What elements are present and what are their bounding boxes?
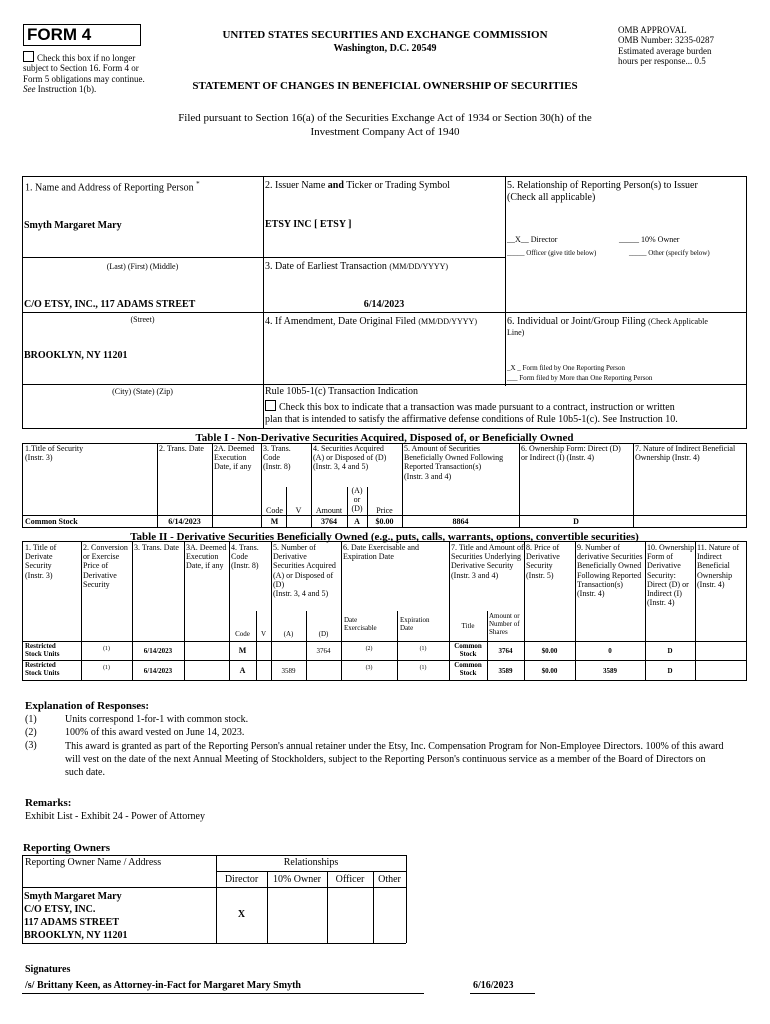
t2-row1-d: 3764 (316, 647, 331, 655)
box1-label-mark: * (196, 180, 200, 188)
box3-label-small: (MM/DD/YYYY) (389, 262, 449, 271)
omb-line: hours per response... 0.5 (618, 56, 706, 67)
owners-col-name: Reporting Owner Name / Address (25, 857, 162, 868)
t2-row2-owned: 3589 (603, 667, 617, 675)
t2-row2-a: 3589 (281, 667, 296, 675)
owners-col-relationships: Relationships (283, 857, 339, 868)
t1-header-acquired: 4. Securities Acquired (A) or Disposed of (D) (Instr. 3, 4 and 5) (313, 444, 387, 472)
t2-row2-code: A (239, 666, 246, 675)
section16-checkbox[interactable] (23, 51, 34, 62)
other-option[interactable]: _____ Other (specify below) (629, 249, 710, 257)
t2-sub-exercisable: Date Exercisable (344, 616, 377, 633)
t2-header-number: 5. Number of Derivative Securities Acquired (A) or Disposed of (D) (Instr. 3, 4 and 5) (273, 543, 336, 598)
name-caption: (Last) (First) (Middle) (106, 262, 179, 271)
t1-header-owned: 5. Amount of Securities Beneficially Owned Following Reported Transaction(s) (Instr. 3 and 4) (404, 444, 504, 481)
filing-option-one[interactable]: _X _ Form filed by One Reporting Person (507, 364, 626, 372)
t1-row-amount: 3764 (321, 517, 337, 526)
remarks-text: Exhibit List - Exhibit 24 - Power of Attorney (25, 811, 205, 822)
rule10b5-text (265, 400, 745, 425)
officer-option[interactable]: _____ Officer (give title below) (507, 249, 597, 257)
filed-line-2: Investment Company Act of 1940 (310, 126, 460, 138)
section16-see: See (23, 84, 36, 95)
t2-row1-title: Restricted Stock Units (25, 642, 60, 659)
t2-row1-date: 6/14/2023 (143, 647, 173, 655)
box5-sub: (Check all applicable) (507, 191, 596, 203)
rule10b5-title: Rule 10b5-1(c) Transaction Indication (265, 386, 419, 397)
filing-option-group[interactable]: ___ Form filed by More than One Reporting Person (507, 374, 653, 382)
t2-row1-exp-note: (1) (419, 646, 427, 652)
explanation-num-3: (3) (25, 740, 37, 751)
box2-label (265, 180, 450, 191)
t2-header-owned: 9. Number of derivative Securities Beneficially Owned Following Reported Transaction(s) (Instr. 4) (577, 543, 643, 598)
owners-col-ten: 10% Owner (272, 874, 322, 885)
city-caption: (City) (State) (Zip) (112, 387, 173, 396)
section16-instruction: Instruction 1(b). (35, 84, 97, 95)
t2-sub-amount: Amount or Number of Shares (489, 612, 520, 637)
director-option[interactable]: __X__ Director (507, 235, 558, 244)
t2-header-price: 8. Price of Derivative Security (Instr. 5) (526, 543, 560, 580)
t1-row-code: M (270, 517, 279, 526)
box5-label (507, 180, 743, 203)
box4-label (265, 316, 477, 327)
t1-row-form: D (573, 517, 579, 526)
t1-header-date: 2. Trans. Date (159, 444, 204, 453)
t2-header-deemed: 3A. Deemed Execution Date, if any (186, 543, 227, 571)
t2-header-code: 4. Trans. Code (Instr. 8) (231, 543, 259, 571)
box1-label-text: 1. Name and Address of Reporting Person (25, 182, 194, 194)
t2-row1-uamount: 3764 (498, 647, 513, 655)
reporting-person-name: Smyth Margaret Mary (24, 220, 122, 231)
t2-row1-exer (341, 646, 397, 655)
t2-header-title: 1. Title of Derivate Security (Instr. 3) (25, 543, 57, 580)
explanation-text-1: Units correspond 1-for-1 with common stock. (65, 714, 249, 725)
signature-text: /s/ Brittany Keen, as Attorney-in-Fact for Margaret Mary Smyth (25, 980, 301, 991)
t1-sub-price: Price (376, 506, 393, 515)
box2-label-pre: 2. Issuer Name (265, 180, 328, 191)
t1-header-title: 1.Title of Security (Instr. 3) (25, 444, 84, 463)
t2-sub-a: (A) (283, 630, 294, 638)
t2-row2-exer (341, 665, 397, 674)
explanation-text-2: 100% of this award vested on June 14, 2023. (65, 727, 245, 738)
t2-header-date: 3. Trans. Date (134, 543, 179, 552)
t2-row1-exer-note: (2) (365, 646, 373, 652)
t1-sub-v: V (295, 506, 302, 515)
t2-row2-exp (397, 665, 449, 674)
ten-percent-option[interactable]: _____ 10% Owner (619, 235, 680, 244)
box6-label-text: 6. Individual or Joint/Group Filing (507, 316, 646, 327)
t1-sub-code: Code (266, 506, 283, 515)
statement-title: STATEMENT OF CHANGES IN BENEFICIAL OWNERSHIP OF SECURITIES (192, 80, 578, 92)
owner-line: 117 ADAMS STREET (24, 917, 120, 928)
t1-header-deemed: 2A. Deemed Execution Date, if any (214, 444, 255, 472)
earliest-transaction-date: 6/14/2023 (363, 299, 405, 310)
owner-line: Smyth Margaret Mary (24, 891, 122, 902)
box3-label-text: 3. Date of Earliest Transaction (265, 261, 387, 272)
box3-label (265, 261, 448, 272)
rule10b5-text1: Check this box to indicate that a transaction was made pursuant to a contract, instruction or written (279, 402, 675, 413)
t1-header-code: 3. Trans. Code (Instr. 8) (263, 444, 291, 472)
t1-row-date: 6/14/2023 (168, 517, 201, 526)
t2-row2-utitle: Common Stock (454, 661, 482, 678)
t2-sub-title: Title (461, 622, 475, 630)
explanation-num-1: (1) (25, 714, 37, 725)
owner-name-address (24, 890, 127, 942)
owner-line: C/O ETSY, INC. (24, 904, 96, 915)
explanation-text-3: This award is granted as part of the Reporting Person's annual retainer under the Etsy, Inc. Compensation Program for Non-Employee Directors. 100% of this award will vest on the date of the next Annual Meeting of Stockholders, subject to the Reporting Person's continuous service as a member of the Board of Directors on such date. (65, 741, 724, 778)
t2-row1-owned: 0 (608, 647, 612, 655)
t1-sub-aord: (A) or (D) (351, 486, 363, 514)
t2-row2-uamount: 3589 (498, 667, 513, 675)
omb-line: OMB APPROVAL (618, 25, 687, 35)
section16-checkbox-block (23, 51, 153, 94)
owner-line: BROOKLYN, NY 11201 (24, 930, 128, 941)
t1-header-ownership: 6. Ownership Form: Direct (D) or Indirect (I) (Instr. 4) (521, 444, 621, 463)
t1-row-price: $0.00 (375, 517, 394, 526)
form-title: FORM 4 (23, 24, 141, 46)
box4-label-small: (MM/DD/YYYY) (418, 317, 477, 326)
omb-line: OMB Number: 3235-0287 (618, 35, 714, 46)
owner-director-mark: X (237, 909, 246, 920)
box6-label-small: (Check Applicable (648, 317, 708, 326)
t2-row2-conv (81, 665, 132, 674)
table1-title: Table I - Non-Derivative Securities Acquired, Disposed of, or Beneficially Owned (195, 432, 574, 444)
box6-label (507, 316, 743, 337)
agency-location: Washington, D.C. 20549 (333, 43, 437, 54)
t2-row2-conv-note: (1) (103, 665, 110, 671)
t2-row2-exer-note: (3) (365, 665, 373, 671)
t2-header-conversion: 2. Conversion or Exercise Price of Derivative Security (83, 543, 128, 589)
t1-sub-amount: Amount (315, 506, 343, 515)
filed-pursuant (100, 111, 670, 139)
omb-approval (618, 25, 758, 66)
box2-label-and: and (327, 180, 344, 191)
street-caption: (Street) (130, 315, 155, 324)
t2-row2-title: Restricted Stock Units (25, 661, 60, 678)
owners-col-other: Other (378, 874, 401, 885)
t2-row1-price: $0.00 (541, 647, 558, 655)
t2-header-exercisable: 6. Date Exercisable and Expiration Date (343, 543, 419, 562)
reporting-person-city: BROOKLYN, NY 11201 (24, 350, 128, 361)
t2-row2-form: D (667, 667, 673, 675)
t2-sub-v: V (260, 630, 267, 638)
t2-row2-exp-note: (1) (419, 665, 427, 671)
t1-row-title: Common Stock (25, 517, 78, 526)
filed-line-1: Filed pursuant to Section 16(a) of the Securities Exchange Act of 1934 or Section 30(h) of the (178, 112, 592, 124)
t2-row1-exp (397, 646, 449, 655)
signature-date: 6/16/2023 (473, 980, 514, 991)
t1-row-owned: 8864 (452, 517, 469, 526)
t2-header-underlying: 7. Title and Amount of Securities Underlying Derivative Security (Instr. 3 and 4) (451, 543, 524, 580)
box6-label-small2: Line) (507, 327, 525, 337)
t2-row1-form: D (667, 647, 673, 655)
table2-title-text: Table II - Derivative Securities Beneficially Owned (e.g., puts, calls, warrants, options, convertible securities) (130, 531, 639, 543)
t2-sub-code: Code (235, 630, 250, 638)
rule10b5-checkbox[interactable] (265, 400, 276, 411)
issuer-name: ETSY INC [ ETSY ] (265, 219, 352, 230)
t2-row2-date: 6/14/2023 (143, 667, 173, 675)
box5-label-text: 5. Relationship of Reporting Person(s) to Issuer (507, 180, 698, 191)
t2-row1-conv-note: (1) (103, 646, 110, 652)
t2-sub-d: (D) (318, 630, 329, 638)
t2-sub-expiration: Expiration Date (400, 616, 430, 633)
explanation-title: Explanation of Responses: (25, 700, 150, 712)
signatures-title: Signatures (25, 964, 71, 975)
t2-header-ownership: 10. Ownership Form of Derivative Security: Direct (D) or Indirect (I) (Instr. 4) (647, 543, 695, 608)
remarks-title: Remarks: (25, 797, 72, 809)
t2-row1-utitle: Common Stock (454, 642, 482, 659)
owners-col-officer: Officer (335, 874, 365, 885)
reporting-person-street: C/O ETSY, INC., 117 ADAMS STREET (24, 299, 196, 310)
section16-checkbox-text: Check this box if no longer subject to Section 16. Form 4 or Form 5 obligations may continue. (23, 53, 145, 84)
explanation-num-2: (2) (25, 727, 37, 738)
box4-label-text: 4. If Amendment, Date Original Filed (265, 316, 416, 327)
t1-header-nature: 7. Nature of Indirect Beneficial Ownership (Instr. 4) (635, 444, 736, 463)
t1-row-aord: A (354, 517, 360, 526)
t2-row2-price: $0.00 (541, 667, 558, 675)
box1-label (25, 180, 200, 193)
t2-header-nature: 11. Nature of Indirect Beneficial Ownership (Instr. 4) (697, 543, 740, 589)
box2-label-post: Ticker or Trading Symbol (343, 180, 451, 191)
rule10b5-text2: plan that is intended to satisfy the affirmative defense conditions of Rule 10b5-1(c). See Instruction 10. (265, 413, 678, 425)
t2-row1-conv (81, 646, 132, 655)
owners-col-director: Director (224, 874, 259, 885)
omb-line: Estimated average burden (618, 45, 712, 56)
owners-title: Reporting Owners (23, 842, 111, 854)
t2-row1-code: M (238, 646, 247, 655)
agency-name: UNITED STATES SECURITIES AND EXCHANGE COMMISSION (222, 29, 548, 41)
